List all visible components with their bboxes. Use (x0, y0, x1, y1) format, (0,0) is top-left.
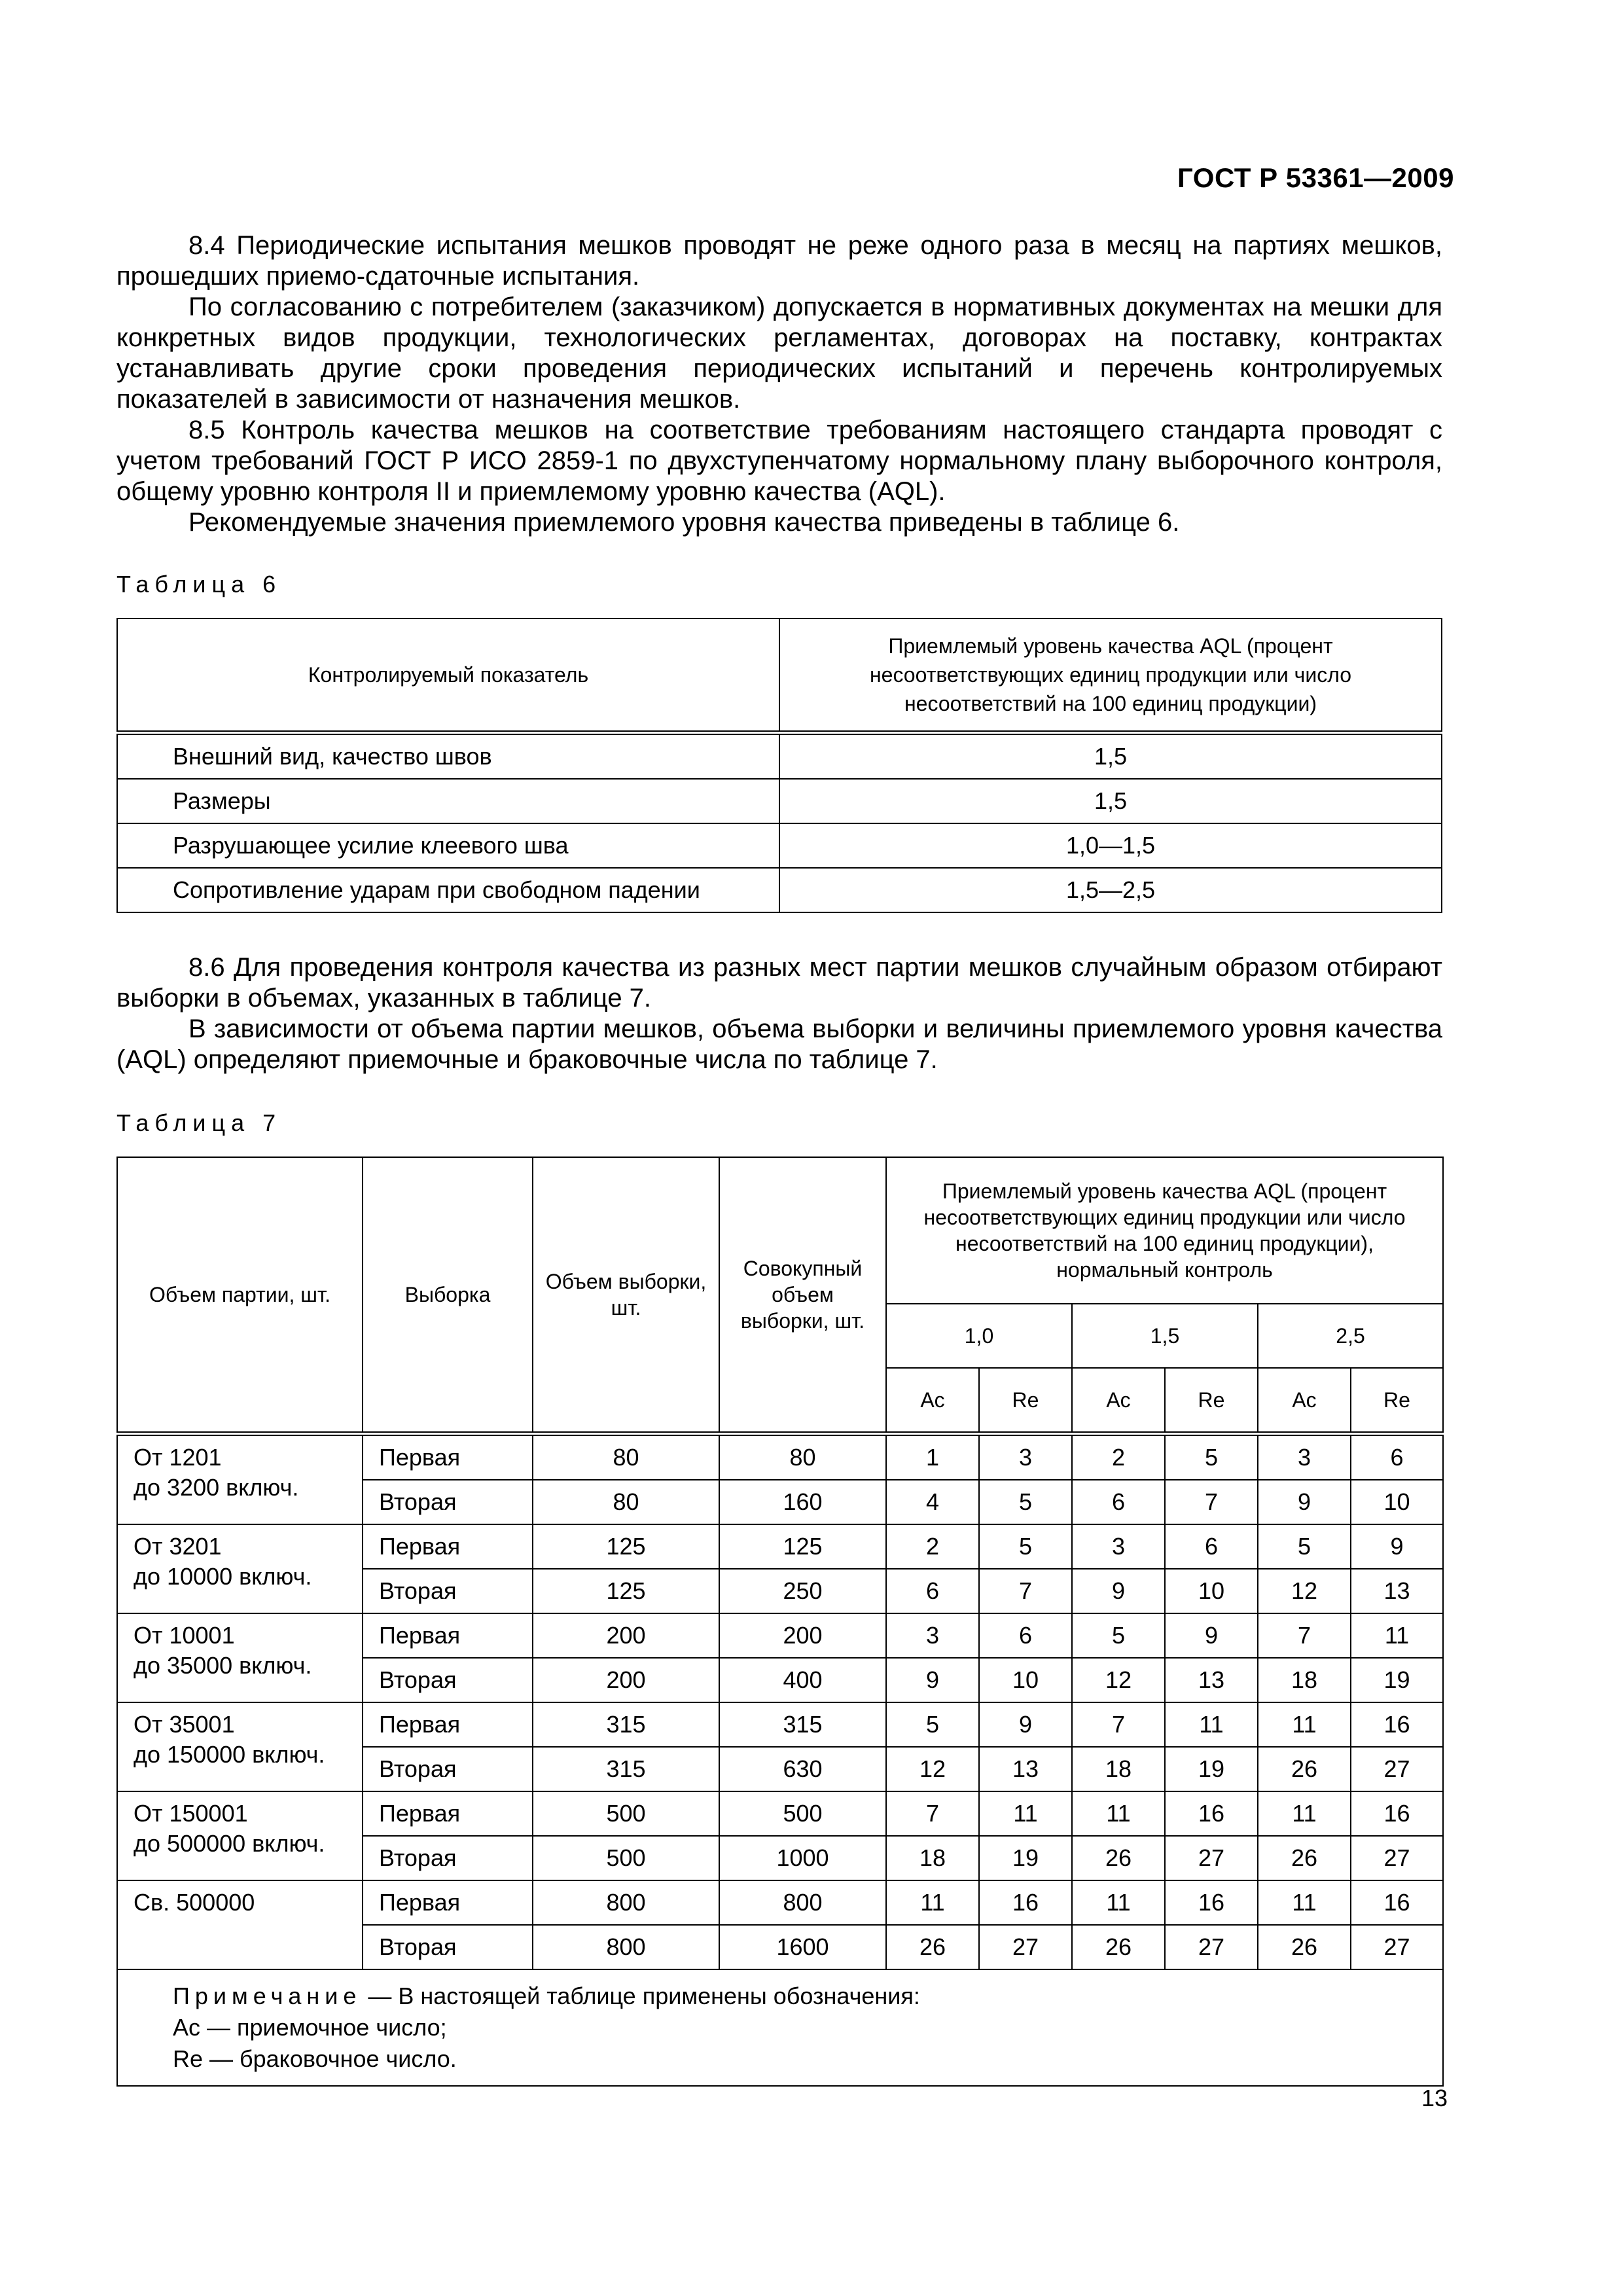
header-sample-size: Объем выборки, шт. (533, 1157, 719, 1434)
cumulative-size-cell: 400 (719, 1658, 886, 1702)
re-2-5-cell: 16 (1351, 1791, 1443, 1836)
paragraph-8-4-continuation: По согласованию с потребителем (заказчиком) допускается в нормативных документах на мешки для конкретных видов продукции, технологических регламентах, договорах на поставку, контрактах устанавливать другие сроки проведения периодических испытаний и перечень контролируемых показателей в зависимости от назначения мешков. (116, 293, 1442, 414)
note-intro: — В настоящей таблице применены обозначения: (361, 1982, 920, 2009)
re-2-5-cell: 19 (1351, 1658, 1443, 1702)
sample-size-cell: 125 (533, 1524, 719, 1569)
paragraph-8-6: 8.6 Для проведения контроля качества из разных мест партии мешков случайным образом отбирают выборки в объемах, указанных в таблице 7. (116, 953, 1442, 1013)
range-from: Св. 500000 (134, 1889, 255, 1916)
re-1-0-cell: 16 (979, 1880, 1072, 1925)
re-1-5-cell: 5 (1165, 1434, 1258, 1480)
cumulative-size-cell: 160 (719, 1480, 886, 1524)
ac-2-5-cell: 26 (1258, 1747, 1351, 1791)
paragraph-8-6-continuation: В зависимости от объема партии мешков, объема выборки и величины приемлемого уровня качества (AQL) определяют приемочные и браковочные числа по таблице 7. (116, 1014, 1442, 1074)
sample-cell: Первая (363, 1613, 533, 1658)
header-aql-2-5: 2,5 (1258, 1304, 1443, 1368)
table-row (117, 1434, 1443, 1480)
ac-1-5-cell: 26 (1072, 1836, 1165, 1880)
re-1-5-cell: 13 (1165, 1658, 1258, 1702)
ac-1-5-cell: 18 (1072, 1747, 1165, 1791)
range-to: до 500000 включ. (134, 1830, 325, 1857)
header-re: Re (1351, 1368, 1443, 1434)
note-label: Примечание (173, 1982, 362, 2009)
sample-cell: Вторая (363, 1747, 533, 1791)
sample-cell: Первая (363, 1434, 533, 1480)
ac-1-5-cell: 12 (1072, 1658, 1165, 1702)
re-1-0-cell: 13 (979, 1747, 1072, 1791)
aql-cell: 1,0—1,5 (779, 823, 1442, 868)
cumulative-size-cell: 315 (719, 1702, 886, 1747)
re-1-0-cell: 5 (979, 1524, 1072, 1569)
aql-cell: 1,5 (779, 733, 1442, 780)
re-2-5-cell: 27 (1351, 1836, 1443, 1880)
sample-cell: Вторая (363, 1658, 533, 1702)
lot-size-range-cell (117, 1702, 363, 1791)
re-1-0-cell: 27 (979, 1925, 1072, 1969)
re-1-0-cell: 6 (979, 1613, 1072, 1658)
ac-2-5-cell: 18 (1258, 1658, 1351, 1702)
header-re: Re (1165, 1368, 1258, 1434)
ac-1-0-cell: 3 (886, 1613, 979, 1658)
paragraph-8-5: 8.5 Контроль качества мешков на соответствие требованиям настоящего стандарта проводят с учетом требований ГОСТ Р ИСО 2859-1 по двухступенчатому нормальному плану выборочного контроля, общему уровню контроля II и приемлемому уровню качества (AQL). (116, 416, 1442, 506)
document-code-header: ГОСТ Р 53361—2009 (1177, 162, 1454, 193)
cumulative-size-cell: 125 (719, 1524, 886, 1569)
lot-size-range-cell (117, 1613, 363, 1702)
table-row (117, 868, 1442, 912)
cumulative-size-cell: 250 (719, 1569, 886, 1613)
ac-1-5-cell: 11 (1072, 1880, 1165, 1925)
page-content (116, 230, 1442, 2087)
table-7 (116, 1157, 1444, 2087)
ac-2-5-cell: 3 (1258, 1434, 1351, 1480)
sample-size-cell: 315 (533, 1747, 719, 1791)
re-1-0-cell: 10 (979, 1658, 1072, 1702)
ac-1-0-cell: 2 (886, 1524, 979, 1569)
re-1-5-cell: 11 (1165, 1702, 1258, 1747)
ac-1-5-cell: 2 (1072, 1434, 1165, 1480)
lot-size-range-cell (117, 1434, 363, 1525)
table-row (117, 779, 1442, 823)
re-2-5-cell: 9 (1351, 1524, 1443, 1569)
header-ac: Ac (1072, 1368, 1165, 1434)
sample-size-cell: 200 (533, 1658, 719, 1702)
table-6 (116, 618, 1442, 913)
sample-size-cell: 500 (533, 1791, 719, 1836)
paragraph-8-4: 8.4 Периодические испытания мешков проводят не реже одного раза в месяц на партиях мешков, прошедших приемо-сдаточные испытания. (116, 231, 1442, 291)
note-re-definition: Re — браковочное число. (173, 2045, 457, 2072)
table-7-note (117, 1969, 1443, 2086)
sample-size-cell: 315 (533, 1702, 719, 1747)
ac-2-5-cell: 11 (1258, 1702, 1351, 1747)
re-1-5-cell: 27 (1165, 1836, 1258, 1880)
header-aql-1-0: 1,0 (886, 1304, 1072, 1368)
sample-size-cell: 125 (533, 1569, 719, 1613)
re-1-0-cell: 19 (979, 1836, 1072, 1880)
ac-1-5-cell: 5 (1072, 1613, 1165, 1658)
cumulative-size-cell: 630 (719, 1747, 886, 1791)
re-2-5-cell: 16 (1351, 1702, 1443, 1747)
table-6-header-indicator: Контролируемый показатель (117, 619, 779, 733)
table-row (117, 1702, 1443, 1747)
ac-1-0-cell: 4 (886, 1480, 979, 1524)
re-1-0-cell: 7 (979, 1569, 1072, 1613)
sample-cell: Вторая (363, 1836, 533, 1880)
header-ac: Ac (1258, 1368, 1351, 1434)
sample-size-cell: 800 (533, 1925, 719, 1969)
re-2-5-cell: 6 (1351, 1434, 1443, 1480)
lot-size-range-cell (117, 1880, 363, 1969)
ac-2-5-cell: 5 (1258, 1524, 1351, 1569)
range-from: От 1201 (134, 1444, 222, 1471)
range-from: От 150001 (134, 1800, 248, 1827)
header-lot-size: Объем партии, шт. (117, 1157, 363, 1434)
table-row (117, 1613, 1443, 1658)
header-ac: Ac (886, 1368, 979, 1434)
sample-size-cell: 80 (533, 1480, 719, 1524)
cumulative-size-cell: 80 (719, 1434, 886, 1480)
cumulative-size-cell: 1000 (719, 1836, 886, 1880)
ac-1-5-cell: 6 (1072, 1480, 1165, 1524)
table-7-caption: Таблица 7 (116, 1109, 282, 1136)
re-2-5-cell: 13 (1351, 1569, 1443, 1613)
table-row (117, 1880, 1443, 1925)
ac-1-0-cell: 9 (886, 1658, 979, 1702)
re-1-0-cell: 11 (979, 1791, 1072, 1836)
sample-cell: Вторая (363, 1925, 533, 1969)
sample-cell: Вторая (363, 1569, 533, 1613)
ac-1-5-cell: 3 (1072, 1524, 1165, 1569)
indicator-cell: Разрушающее усилие клеевого шва (117, 823, 779, 868)
sample-cell: Первая (363, 1791, 533, 1836)
cumulative-size-cell: 200 (719, 1613, 886, 1658)
re-2-5-cell: 10 (1351, 1480, 1443, 1524)
indicator-cell: Внешний вид, качество швов (117, 733, 779, 780)
ac-1-0-cell: 12 (886, 1747, 979, 1791)
re-1-0-cell: 5 (979, 1480, 1072, 1524)
range-to: до 10000 включ. (134, 1563, 312, 1590)
ac-2-5-cell: 12 (1258, 1569, 1351, 1613)
re-1-5-cell: 19 (1165, 1747, 1258, 1791)
header-re: Re (979, 1368, 1072, 1434)
lot-size-range-cell (117, 1524, 363, 1613)
re-2-5-cell: 27 (1351, 1925, 1443, 1969)
re-1-0-cell: 3 (979, 1434, 1072, 1480)
page-number: 13 (1421, 2085, 1448, 2111)
ac-2-5-cell: 26 (1258, 1925, 1351, 1969)
sample-cell: Первая (363, 1702, 533, 1747)
re-1-5-cell: 9 (1165, 1613, 1258, 1658)
re-1-5-cell: 27 (1165, 1925, 1258, 1969)
indicator-cell: Размеры (117, 779, 779, 823)
range-from: От 3201 (134, 1533, 222, 1560)
ac-2-5-cell: 26 (1258, 1836, 1351, 1880)
ac-1-0-cell: 1 (886, 1434, 979, 1480)
table-row (117, 1791, 1443, 1836)
re-1-0-cell: 9 (979, 1702, 1072, 1747)
aql-cell: 1,5—2,5 (779, 868, 1442, 912)
table-7-body (117, 1434, 1443, 1970)
ac-2-5-cell: 9 (1258, 1480, 1351, 1524)
ac-2-5-cell: 7 (1258, 1613, 1351, 1658)
range-from: От 10001 (134, 1622, 235, 1649)
ac-2-5-cell: 11 (1258, 1791, 1351, 1836)
header-sample: Выборка (363, 1157, 533, 1434)
re-1-5-cell: 16 (1165, 1880, 1258, 1925)
sample-size-cell: 80 (533, 1434, 719, 1480)
re-1-5-cell: 6 (1165, 1524, 1258, 1569)
ac-1-0-cell: 18 (886, 1836, 979, 1880)
re-1-5-cell: 16 (1165, 1791, 1258, 1836)
ac-1-0-cell: 26 (886, 1925, 979, 1969)
table-row (117, 823, 1442, 868)
range-to: до 3200 включ. (134, 1474, 299, 1501)
ac-1-0-cell: 5 (886, 1702, 979, 1747)
sample-cell: Первая (363, 1524, 533, 1569)
table-row (117, 733, 1442, 780)
re-2-5-cell: 11 (1351, 1613, 1443, 1658)
ac-1-5-cell: 11 (1072, 1791, 1165, 1836)
sample-size-cell: 500 (533, 1836, 719, 1880)
header-aql-1-5: 1,5 (1072, 1304, 1258, 1368)
range-from: От 35001 (134, 1711, 235, 1738)
header-cumulative-size: Совокупный объем выборки, шт. (719, 1157, 886, 1434)
paragraph-8-5-continuation: Рекомендуемые значения приемлемого уровня качества приведены в таблице 6. (188, 508, 1180, 537)
table-6-header-aql: Приемлемый уровень качества AQL (процент несоответствующих единиц продукции или число несоответствий на 100 единиц продукции) (779, 619, 1442, 733)
lot-size-range-cell (117, 1791, 363, 1880)
sample-cell: Первая (363, 1880, 533, 1925)
ac-1-5-cell: 9 (1072, 1569, 1165, 1613)
table-6-caption: Таблица 6 (116, 571, 282, 598)
ac-1-5-cell: 26 (1072, 1925, 1165, 1969)
ac-1-0-cell: 11 (886, 1880, 979, 1925)
cumulative-size-cell: 1600 (719, 1925, 886, 1969)
header-aql-group: Приемлемый уровень качества AQL (процент несоответствующих единиц продукции или число несоответствий на 100 единиц продукции), нормальный контроль (886, 1157, 1443, 1304)
ac-1-0-cell: 7 (886, 1791, 979, 1836)
cumulative-size-cell: 800 (719, 1880, 886, 1925)
re-1-5-cell: 10 (1165, 1569, 1258, 1613)
cumulative-size-cell: 500 (719, 1791, 886, 1836)
indicator-cell: Сопротивление ударам при свободном падении (117, 868, 779, 912)
range-to: до 35000 включ. (134, 1652, 312, 1679)
note-ac-definition: Ac — приемочное число; (173, 2014, 447, 2041)
ac-1-5-cell: 7 (1072, 1702, 1165, 1747)
sample-size-cell: 800 (533, 1880, 719, 1925)
ac-2-5-cell: 11 (1258, 1880, 1351, 1925)
re-2-5-cell: 16 (1351, 1880, 1443, 1925)
sample-cell: Вторая (363, 1480, 533, 1524)
ac-1-0-cell: 6 (886, 1569, 979, 1613)
table-row (117, 1524, 1443, 1569)
re-1-5-cell: 7 (1165, 1480, 1258, 1524)
aql-cell: 1,5 (779, 779, 1442, 823)
sample-size-cell: 200 (533, 1613, 719, 1658)
re-2-5-cell: 27 (1351, 1747, 1443, 1791)
range-to: до 150000 включ. (134, 1741, 325, 1768)
